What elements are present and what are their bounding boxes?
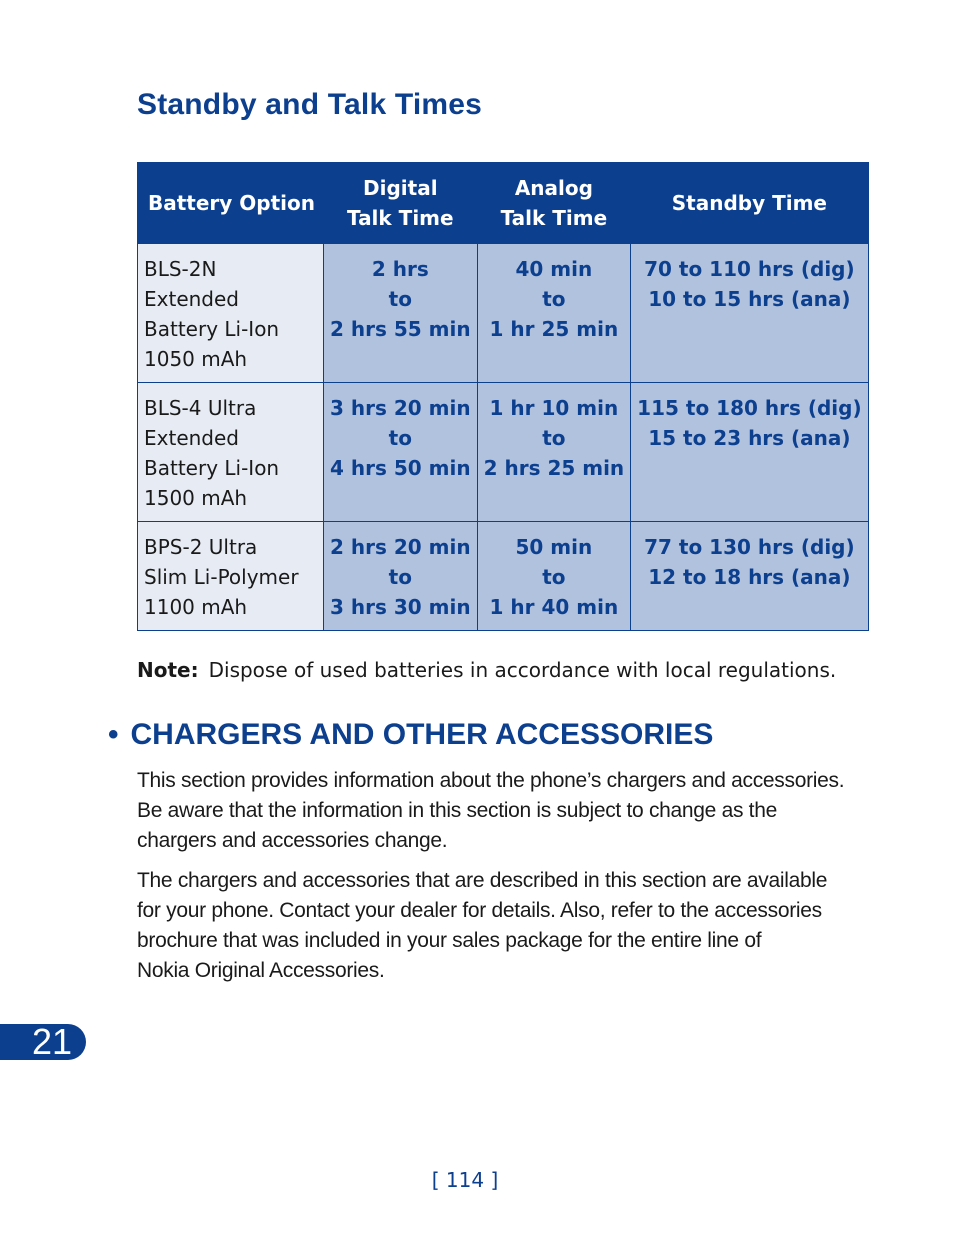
cell-line: to <box>388 565 412 589</box>
digital-talk-cell <box>324 522 478 631</box>
analog-talk-cell <box>477 383 631 522</box>
header-line: Analog <box>514 176 593 200</box>
battery-cell <box>138 244 324 383</box>
cell-line: to <box>542 287 566 311</box>
cell-line: to <box>388 287 412 311</box>
paragraph-line: brochure that was included in your sales package for the entire line of <box>137 929 762 952</box>
header-line: Standby Time <box>671 191 827 215</box>
cell-line: Battery Li-Ion <box>144 317 280 341</box>
standby-cell <box>631 383 868 522</box>
analog-talk-cell <box>477 522 631 631</box>
cell-line: 50 min <box>515 535 593 559</box>
cell-line: 15 to 23 hrs (ana) <box>648 426 851 450</box>
cell-line: 2 hrs <box>371 257 429 281</box>
digital-talk-cell <box>324 383 478 522</box>
cell-line: 12 to 18 hrs (ana) <box>648 565 851 589</box>
battery-cell <box>138 383 324 522</box>
cell-line: 1 hr 25 min <box>489 317 619 341</box>
standby-cell <box>631 244 868 383</box>
bullet-icon: • <box>108 718 119 751</box>
chargers-paragraph-2 <box>137 866 837 986</box>
chargers-section-title <box>108 718 713 752</box>
cell-line: 1 hr 40 min <box>489 595 619 619</box>
cell-line: BLS-2N <box>144 257 217 281</box>
paragraph-line: Nokia Original Accessories. <box>137 959 385 982</box>
page-number: [ 114 ] <box>431 1168 499 1192</box>
header-battery-option <box>138 163 324 244</box>
cell-line: 115 to 180 hrs (dig) <box>637 396 862 420</box>
header-line: Battery Option <box>148 191 316 215</box>
table-row <box>138 522 869 631</box>
header-digital-talk-time <box>324 163 478 244</box>
cell-line: Slim Li-Polymer <box>144 565 299 589</box>
analog-talk-cell <box>477 244 631 383</box>
cell-line: BLS-4 Ultra <box>144 396 257 420</box>
note <box>137 658 836 682</box>
paragraph-line: Be aware that the information in this section is subject to change as the <box>137 799 777 822</box>
chargers-paragraph-1 <box>137 766 845 856</box>
cell-line: 1100 mAh <box>144 595 248 619</box>
paragraph-line: This section provides information about the phone’s chargers and accessories. <box>137 769 845 792</box>
header-line: Talk Time <box>500 206 608 230</box>
cell-line: 3 hrs 20 min <box>330 396 471 420</box>
header-analog-talk-time <box>477 163 631 244</box>
paragraph-line: The chargers and accessories that are described in this section are available <box>137 869 828 892</box>
cell-line: Extended <box>144 426 239 450</box>
cell-line: BPS-2 Ultra <box>144 535 258 559</box>
cell-line: 2 hrs 55 min <box>330 317 471 341</box>
note-text: Dispose of used batteries in accordance with local regulations. <box>208 658 837 682</box>
chapter-number: 21 <box>31 1021 72 1062</box>
table-row <box>138 244 869 383</box>
cell-line: Battery Li-Ion <box>144 456 280 480</box>
cell-line: to <box>542 565 566 589</box>
paragraph-line: for your phone. Contact your dealer for details. Also, refer to the accessories <box>137 899 822 922</box>
cell-line: 4 hrs 50 min <box>330 456 471 480</box>
header-line: Talk Time <box>347 206 454 230</box>
note-label: Note: <box>137 658 199 682</box>
cell-line: Extended <box>144 287 239 311</box>
cell-line: 1500 mAh <box>144 486 248 510</box>
header-line: Digital <box>363 176 438 200</box>
paragraph-line: chargers and accessories change. <box>137 829 448 852</box>
header-standby-time <box>631 163 868 244</box>
battery-cell <box>138 522 324 631</box>
table-row <box>138 383 869 522</box>
cell-line: 70 to 110 hrs (dig) <box>644 257 855 281</box>
cell-line: to <box>542 426 566 450</box>
cell-line: 40 min <box>515 257 593 281</box>
chargers-title-text: CHARGERS AND OTHER ACCESSORIES <box>130 718 714 751</box>
cell-line: to <box>388 426 412 450</box>
cell-line: 10 to 15 hrs (ana) <box>648 287 851 311</box>
cell-line: 77 to 130 hrs (dig) <box>644 535 855 559</box>
chapter-tab <box>0 1021 86 1062</box>
cell-line: 2 hrs 20 min <box>330 535 471 559</box>
cell-line: 1050 mAh <box>144 347 248 371</box>
digital-talk-cell <box>324 244 478 383</box>
section-title: Standby and Talk Times <box>137 88 483 121</box>
cell-line: 1 hr 10 min <box>489 396 619 420</box>
battery-times-table <box>137 162 869 631</box>
cell-line: 3 hrs 30 min <box>330 595 471 619</box>
standby-cell <box>631 522 868 631</box>
table-header-row <box>138 163 869 244</box>
cell-line: 2 hrs 25 min <box>483 456 625 480</box>
